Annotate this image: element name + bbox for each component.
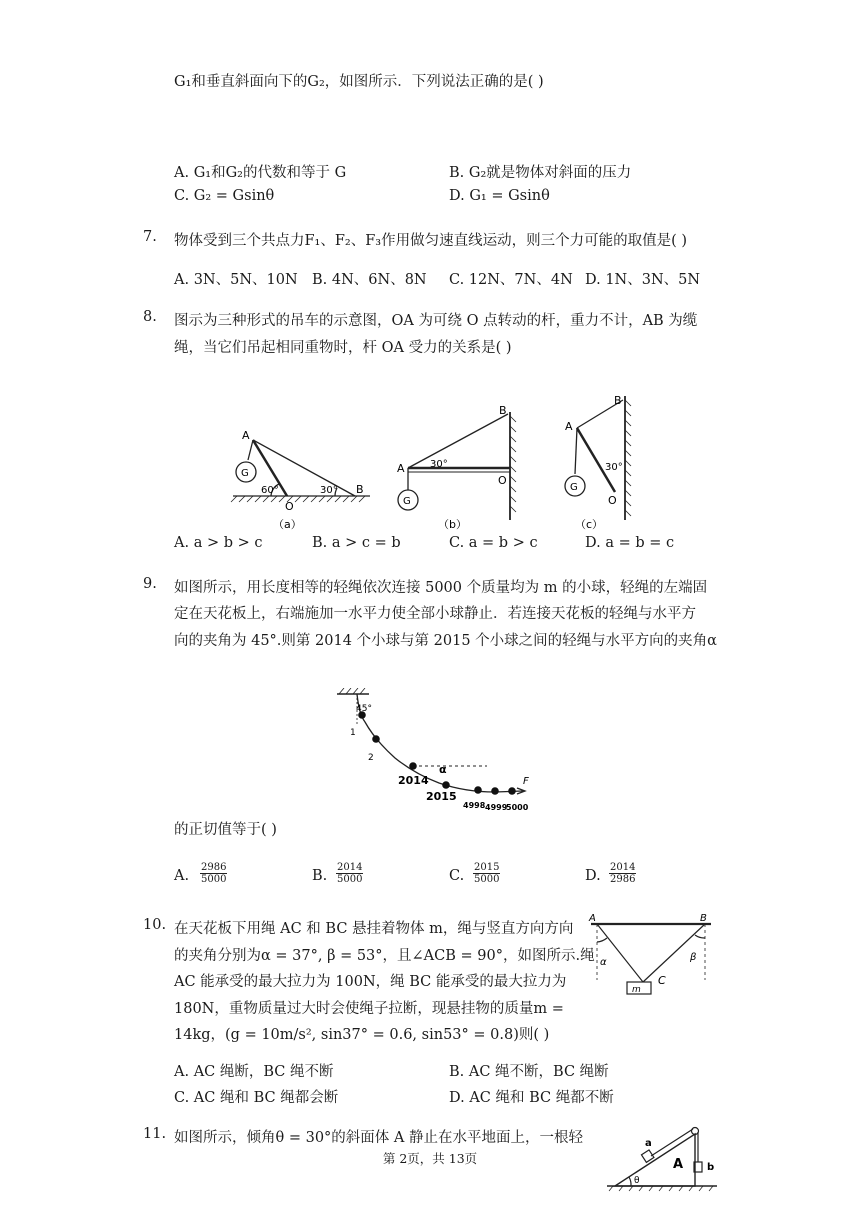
q9-option-a-letter: A. <box>174 868 190 884</box>
crane-a-angle-30: 30° <box>320 485 338 496</box>
q10-beta: β <box>690 952 697 963</box>
q8-number: 8. <box>143 309 157 325</box>
q9-option-d[interactable] <box>585 868 601 884</box>
crane-c-label-g: G <box>570 482 578 493</box>
q11-label-b: b <box>707 1162 715 1173</box>
q10-option-c[interactable]: C. AC 绳和 BC 绳都会断 <box>174 1090 339 1106</box>
crane-c-label-a: A <box>565 420 573 433</box>
ball-label-2014: 2014 <box>398 774 429 787</box>
q8-option-d[interactable]: D. a = b = c <box>585 535 675 551</box>
crane-a-label-a: A <box>242 429 250 442</box>
crane-c-label-o: O <box>608 494 617 507</box>
q10-stem-line3: AC 能承受的最大拉力为 100N，绳 BC 能承受的最大拉力为 <box>174 974 567 990</box>
q8-option-b[interactable]: B. a > c = b <box>312 535 401 551</box>
q9-option-b-fraction <box>336 862 363 885</box>
crane-a-label-b: B <box>356 483 364 496</box>
crane-b-label-o: O <box>498 474 507 487</box>
q10-stem-line4: 180N，重物质量过大时会使绳子拉断，现悬挂物的质量m = <box>174 1001 564 1017</box>
fraction-denominator: 5000 <box>474 874 500 885</box>
crane-a-label-g: G <box>241 468 249 479</box>
fraction-numerator: 2986 <box>201 862 227 873</box>
q7-option-c[interactable]: C. 12N、7N、4N <box>449 272 573 288</box>
chain-angle-45: 45° <box>356 704 372 714</box>
crane-a-angle-60: 60° <box>261 485 279 496</box>
q10-stem-line1: 在天花板下用绳 AC 和 BC 悬挂着物体 m，绳与竖直方向方向 <box>174 921 574 937</box>
page-footer: 第 2页，共 13页 <box>382 1151 478 1166</box>
q11-label-a-small: a <box>645 1138 652 1149</box>
fraction-denominator: 5000 <box>337 874 363 885</box>
q7-option-b[interactable]: B. 4N、6N、8N <box>312 272 427 288</box>
q9-option-d-letter: D. <box>585 868 601 884</box>
q6-option-a[interactable]: A. G₁和G₂的代数和等于 G <box>174 165 347 181</box>
ball-label-4999: 4999 <box>485 803 508 812</box>
q7-number: 7. <box>143 229 157 245</box>
q8-option-a[interactable]: A. a > b > c <box>174 535 263 551</box>
crane-c-label-b: B <box>614 394 622 407</box>
q9-option-d-fraction <box>609 862 636 885</box>
q9-option-b-letter: B. <box>312 868 328 884</box>
q10-option-a[interactable]: A. AC 绳断，BC 绳不断 <box>174 1064 334 1080</box>
q11-label-a-big: A <box>673 1157 684 1172</box>
q9-stem-line2: 定在天花板上，右端施加一水平力使全部小球静止．若连接天花板的轻绳与水平方 <box>174 606 696 622</box>
q10-number: 10. <box>143 917 167 933</box>
q7-stem: 物体受到三个共点力F₁、F₂、F₃作用做匀速直线运动，则三个力可能的取值是( ) <box>174 233 688 249</box>
q6-option-d[interactable]: D. G₁ = Gsinθ <box>449 188 550 204</box>
force-label-f: F <box>523 776 529 787</box>
crane-b-label-a: A <box>397 462 405 475</box>
q9-option-a[interactable] <box>174 868 189 884</box>
q10-suspension-figure <box>585 908 717 1000</box>
fraction-numerator: 2015 <box>474 862 500 873</box>
alpha-label: α <box>439 763 447 776</box>
crane-a <box>231 440 370 502</box>
q9-stem-line3: 向的夹角为 45°.则第 2014 个小球与第 2015 个小球之间的轻绳与水平方向的夹角α <box>174 633 717 649</box>
ball-label-2: 2 <box>368 753 374 763</box>
q9-stem-line4: 的正切值等于( ) <box>174 822 277 838</box>
crane-b-label-g: G <box>403 496 411 507</box>
q11-theta: θ <box>634 1176 640 1186</box>
q9-ball-chain-figure <box>335 688 545 816</box>
q6-option-c[interactable]: C. G₂ = Gsinθ <box>174 188 275 204</box>
q8-crane-figure <box>225 392 645 532</box>
ball-label-2015: 2015 <box>426 790 457 803</box>
crane-c-caption: （c） <box>575 518 604 531</box>
q10-mass-m: m <box>632 985 641 995</box>
q9-option-c-fraction <box>473 862 500 885</box>
fraction-numerator: 2014 <box>337 862 363 873</box>
q10-alpha: α <box>600 957 607 968</box>
q11-stem: 如图所示，倾角θ = 30°的斜面体 A 静止在水平地面上，一根轻 <box>174 1130 583 1146</box>
fraction-denominator: 2986 <box>610 874 636 885</box>
fraction-numerator: 2014 <box>610 862 636 873</box>
crane-b-label-b: B <box>499 404 507 417</box>
q8-option-c[interactable]: C. a = b > c <box>449 535 538 551</box>
q8-stem-line2: 绳，当它们吊起相同重物时，杆 OA 受力的关系是( ) <box>174 340 512 356</box>
q6-option-b[interactable]: B. G₂就是物体对斜面的压力 <box>449 165 632 181</box>
ball-label-4998: 4998 <box>463 801 486 810</box>
q9-option-b[interactable] <box>312 868 327 884</box>
q8-stem-line1: 图示为三种形式的吊车的示意图，OA 为可绕 O 点转动的杆，重力不计，AB 为缆 <box>174 313 698 329</box>
q10-label-a: A <box>589 913 596 924</box>
q10-stem-line5: 14kg，(g = 10m/s², sin37° = 0.6, sin53° = 0.8)则( ) <box>174 1027 550 1043</box>
q10-label-c: C <box>658 974 666 987</box>
fraction-denominator: 5000 <box>201 874 227 885</box>
crane-c <box>565 396 631 520</box>
q10-stem-line2: 的夹角分别为α = 37°, β = 53°，且∠ACB = 90°，如图所示.绳 <box>174 948 595 964</box>
q9-number: 9. <box>143 576 157 592</box>
q10-option-d[interactable]: D. AC 绳和 BC 绳都不断 <box>449 1090 614 1106</box>
crane-a-caption: （a） <box>273 518 302 531</box>
q10-option-b[interactable]: B. AC 绳不断，BC 绳断 <box>449 1064 609 1080</box>
q7-option-a[interactable]: A. 3N、5N、10N <box>174 272 298 288</box>
q11-number: 11. <box>143 1126 167 1142</box>
q7-option-d[interactable]: D. 1N、3N、5N <box>585 272 701 288</box>
q10-label-b: B <box>700 913 707 924</box>
crane-a-label-o: O <box>285 500 294 513</box>
q6-stem-tail: G₁和垂直斜面向下的G₂，如图所示．下列说法正确的是( ) <box>174 74 544 90</box>
q9-option-c-letter: C. <box>449 868 465 884</box>
q9-stem-line1: 如图所示，用长度相等的轻绳依次连接 5000 个质量均为 m 的小球，轻绳的左端固 <box>174 580 708 596</box>
crane-c-angle: 30° <box>605 462 623 473</box>
crane-b-caption: （b） <box>438 518 467 531</box>
crane-b-angle: 30° <box>430 459 448 470</box>
ball-label-1: 1 <box>350 728 356 738</box>
ball-label-5000: 5000 <box>506 803 529 812</box>
q9-option-c[interactable] <box>449 868 464 884</box>
crane-b <box>398 412 516 520</box>
q9-option-a-fraction <box>200 862 227 885</box>
